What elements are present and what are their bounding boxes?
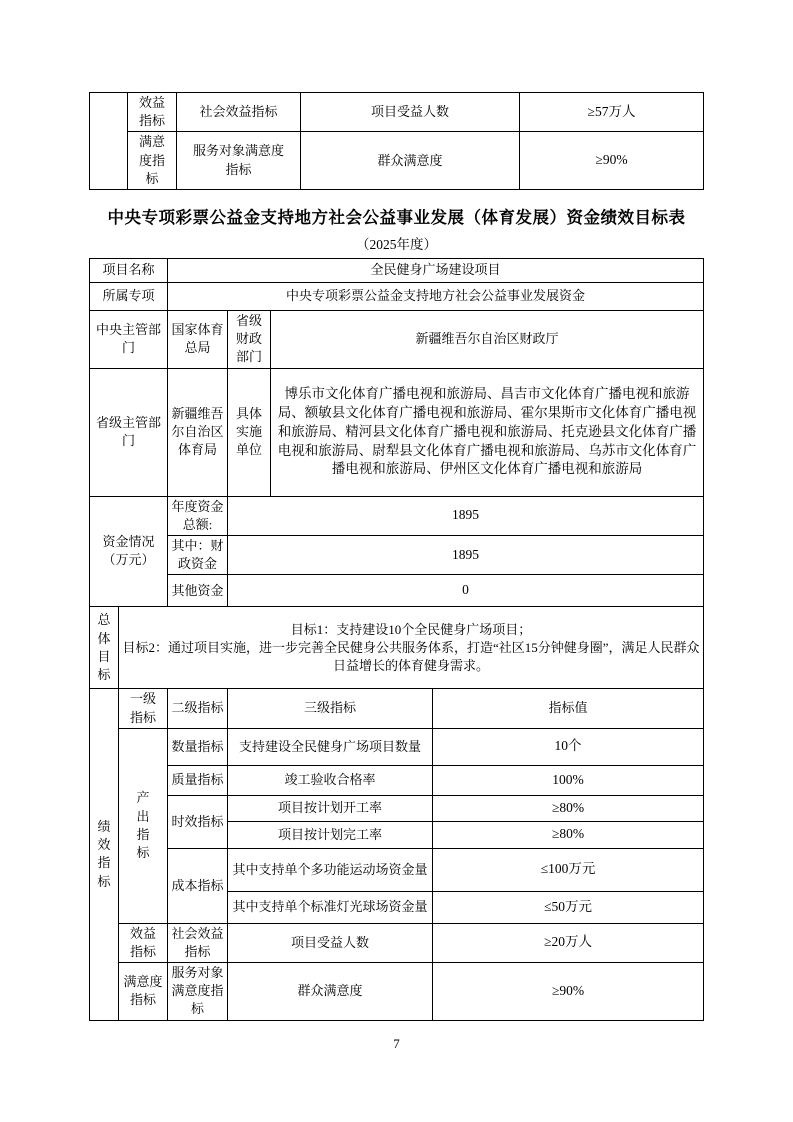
provincial-finance-label-cell: 省级财政部门: [228, 311, 271, 369]
table-row: [90, 848, 704, 891]
fragment-level2-label: 服务对象满意度指标: [192, 143, 284, 177]
funding-value-cell: [228, 496, 704, 535]
indicator-level3-cell: 其中支持单个多功能运动场资金量: [228, 848, 433, 891]
overall-goal-label-cell: [90, 607, 119, 689]
indicator-value: ≥90%: [551, 982, 585, 998]
goal-line-1: 目标1：支持建设10个全民健身广场项目；: [290, 621, 532, 637]
indicator-header-level3-cell: 三级指标: [228, 689, 433, 728]
indicator-level2-cell: 服务对象满意度指标: [168, 963, 228, 1021]
indicator-value-cell: [433, 923, 704, 962]
output-label-cell: [119, 728, 168, 923]
indicator-header-value-cell: 指标值: [433, 689, 704, 728]
overall-goal-text-cell: [119, 607, 704, 689]
indicator-level3-cell: 项目按计划开工率: [228, 795, 433, 821]
fragment-level1-cell: [128, 132, 177, 190]
indicator-level1-label: 效益指标: [129, 925, 156, 959]
fragment-level3-cell: [301, 93, 520, 132]
fragment-level1-label: 效益指标: [138, 95, 165, 129]
table-row: [90, 368, 704, 496]
funding-total-value: 1895: [452, 507, 480, 523]
indicator-value: ≤100万元: [540, 861, 596, 877]
indicator-value-cell: [433, 765, 704, 795]
fragment-level1-label: 满意度指标: [138, 134, 165, 186]
implementing-value-cell: 博乐市文化体育广播电视和旅游局、昌吉市文化体育广播电视和旅游局、额敏县文化体育广播电视和旅游局、霍尔果斯市文化体育广播电视和旅游局、精河县文化体育广播电视和旅游局、托克逊县文化体育广播电视和旅游局、尉犁县文化体育广播电视和旅游局、乌苏市文化体育广播电视和旅游局、伊州区文化体育广播电视和旅游局: [271, 368, 704, 496]
table-row: [90, 311, 704, 369]
indicator-value: ≤50万元: [544, 898, 592, 914]
output-label: 产出指标: [136, 790, 150, 860]
central-dept-value-cell: 国家体育总局: [168, 311, 228, 369]
indicator-value-cell: [433, 728, 704, 765]
table-row: [90, 963, 704, 1021]
document-title: 中央专项彩票公益金支持地方社会公益事业发展（体育发展）资金绩效目标表: [107, 208, 686, 227]
indicator-level3-cell: 项目按计划完工率: [228, 821, 433, 848]
indicator-level2-cell: 质量指标: [168, 765, 228, 795]
fragment-level1-cell: [128, 93, 177, 132]
funding-label-cell: [90, 496, 168, 607]
indicators-label: 绩效指标: [97, 819, 111, 889]
indicator-value: 10个: [554, 738, 582, 754]
indicator-level3-cell: 群众满意度: [228, 963, 433, 1021]
funding-value-cell: [228, 575, 704, 607]
table-row: [90, 132, 704, 190]
indicator-level3-cell: 其中支持单个标准灯光球场资金量: [228, 891, 433, 923]
indicator-level2-cell: 数量指标: [168, 728, 228, 765]
indicator-level1-cell: 满意度指标: [119, 963, 168, 1021]
indicator-level2-cell: 社会效益指标: [168, 923, 228, 962]
fragment-continuation-cell: [90, 93, 128, 190]
fragment-level2-cell: [177, 132, 301, 190]
indicator-value-cell: [433, 795, 704, 821]
table-row: [90, 765, 704, 795]
provincial-finance-value-cell: 新疆维吾尔自治区财政厅: [271, 311, 704, 369]
indicator-level2-cell: 时效指标: [168, 795, 228, 848]
indicators-label-cell: [90, 689, 119, 1020]
document-subtitle: （2025年度）: [356, 237, 437, 252]
indicator-level1-cell: [119, 923, 168, 962]
program-value-cell: 中央专项彩票公益金支持地方社会公益事业发展资金: [168, 283, 704, 311]
table-row: [90, 259, 704, 283]
fragment-level3-cell: [301, 132, 520, 190]
indicator-value: ≥80%: [551, 826, 585, 842]
fragment-level3-label: 项目受益人数: [370, 104, 449, 120]
program-label-cell: 所属专项: [90, 283, 168, 311]
indicator-value-cell: [433, 848, 704, 891]
indicator-header-level1: 一级指标: [129, 691, 156, 725]
indicator-value-cell: [433, 821, 704, 848]
table-row: [90, 283, 704, 311]
table-row: [90, 496, 704, 535]
funding-other-value: 0: [462, 582, 469, 598]
fragment-value: ≥90%: [595, 152, 628, 168]
fragment-level2-cell: [177, 93, 301, 132]
table-row: [90, 575, 704, 607]
implementing-label-cell: 具体实施单位: [228, 368, 271, 496]
table-row: [90, 607, 704, 689]
indicator-level3-cell: 支持建设全民健身广场项目数量: [228, 728, 433, 765]
funding-row-label-cell: 年度资金总额:: [168, 496, 228, 535]
funding-label: 资金情况（万元）: [102, 534, 155, 568]
indicator-level2-cell: 成本指标: [168, 848, 228, 923]
funding-value-cell: [228, 535, 704, 574]
indicator-level3-cell: 竣工验收合格率: [228, 765, 433, 795]
fragment-value-cell: [520, 93, 704, 132]
indicator-value: 100%: [552, 771, 584, 787]
table-row: [90, 795, 704, 821]
funding-row-label-cell: 其他资金: [168, 575, 228, 607]
fragment-level3-label: 群众满意度: [377, 152, 443, 168]
indicator-header-level2-cell: 二级指标: [168, 689, 228, 728]
indicator-fragment-table: [89, 92, 704, 190]
overall-goal-label: 总体目标: [97, 612, 111, 682]
indicator-level3-cell: 项目受益人数: [228, 923, 433, 962]
table-row: [90, 923, 704, 962]
fragment-level2-label: 社会效益指标: [199, 104, 278, 120]
indicator-value-cell: [433, 891, 704, 923]
funding-row-label-cell: 其中：财政资金: [168, 535, 228, 574]
table-row: [90, 535, 704, 574]
performance-target-table: [89, 258, 704, 1021]
project-name-label-cell: 项目名称: [90, 259, 168, 283]
central-dept-label-cell: 中央主管部门: [90, 311, 168, 369]
funding-fiscal-value: 1895: [452, 546, 480, 562]
table-row: [90, 93, 704, 132]
goal-line-2: 目标2：通过项目实施，进一步完善全民健身公共服务体系，打造“社区15分钟健身圈”，满足人民群众日益增长的体育健身需求。: [122, 639, 700, 673]
table-row: [90, 689, 704, 728]
provincial-dept-value-cell: 新疆维吾尔自治区体育局: [168, 368, 228, 496]
page-number: 7: [393, 1036, 400, 1051]
indicator-value: ≥20万人: [544, 934, 592, 950]
fragment-value-cell: [520, 132, 704, 190]
provincial-dept-label-cell: 省级主管部门: [90, 368, 168, 496]
table-row: [90, 728, 704, 765]
indicator-value-cell: [433, 963, 704, 1021]
project-name-value-cell: 全民健身广场建设项目: [168, 259, 704, 283]
indicator-value: ≥80%: [551, 799, 585, 815]
indicator-header-level1-cell: [119, 689, 168, 728]
fragment-value: ≥57万人: [587, 103, 636, 119]
